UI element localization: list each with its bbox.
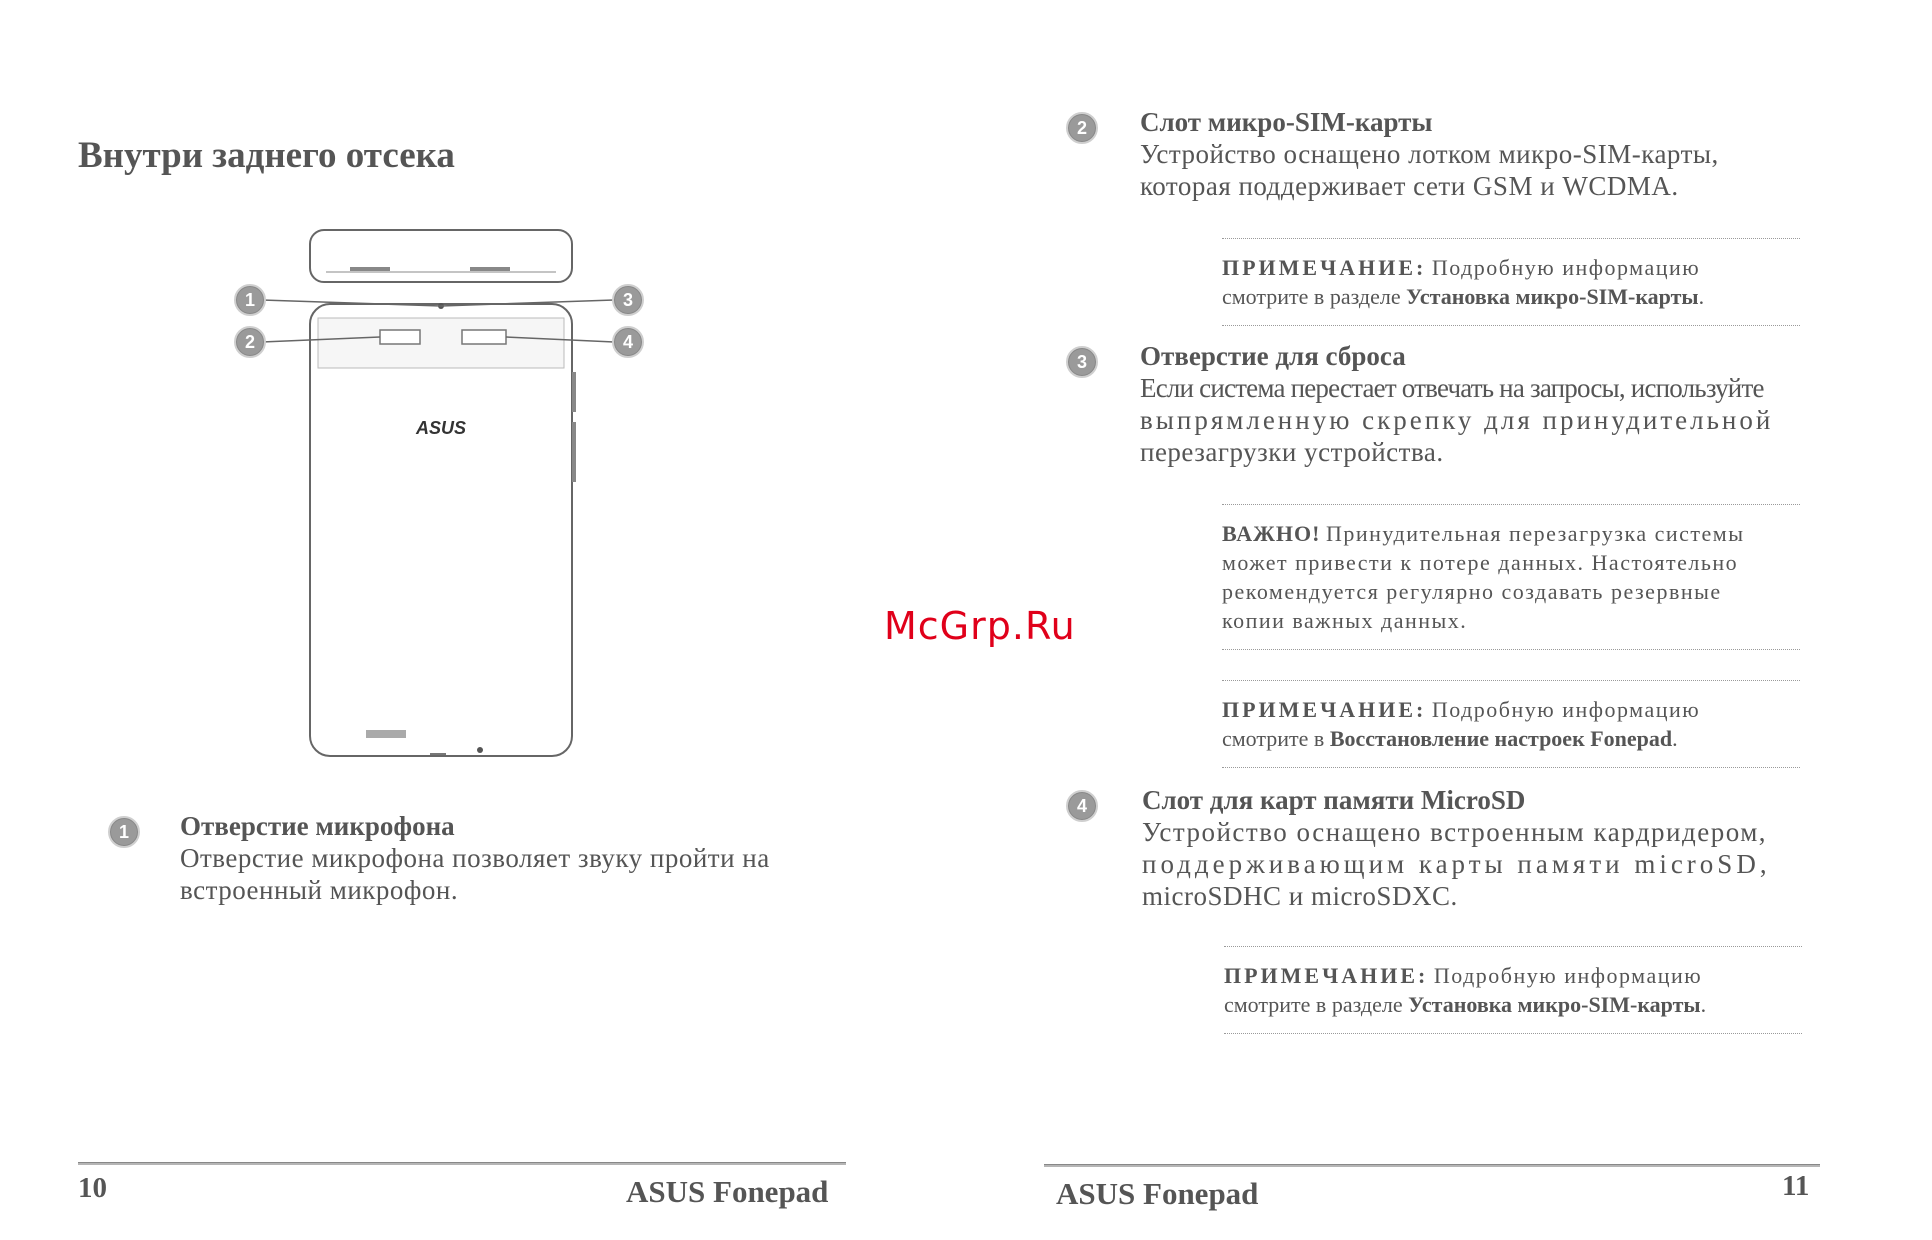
callout-3: 3 — [612, 284, 644, 316]
item-heading: Отверстие для сброса — [1140, 341, 1406, 371]
item-body-line: Отверстие микрофона позволяет звуку пройти на — [180, 843, 770, 873]
note-text: . — [1672, 726, 1678, 751]
item-body-line: поддерживающим карты памяти microSD, — [1142, 849, 1771, 879]
item-heading: Слот микро-SIM-карты — [1140, 107, 1433, 137]
item-reset-hole — [1066, 340, 1866, 468]
note-text: . — [1698, 284, 1705, 309]
tablet-back-figure — [230, 222, 633, 762]
callout-4: 4 — [612, 326, 644, 358]
item-number: 1 — [108, 816, 140, 848]
item-microsd-slot — [1066, 784, 1866, 912]
watermark-text: McGrp.Ru — [884, 604, 1076, 648]
item-body-line: microSDHC и microSDXC. — [1142, 881, 1458, 911]
item-body-line: перезагрузки устройства. — [1140, 437, 1444, 467]
item-body-line: Если система перестает отвечать на запросы, используйте — [1140, 373, 1764, 403]
page-number: 11 — [1782, 1170, 1810, 1202]
footer-rule — [1044, 1164, 1820, 1167]
note-reference: Восстановление настроек Fonepad — [1329, 726, 1673, 751]
item-body-line: Устройство оснащено встроенным кардридером, — [1142, 817, 1768, 847]
note-text: может привести к потере данных. Настоятельно — [1222, 550, 1739, 575]
footer-rule — [78, 1162, 846, 1165]
note-box — [1222, 238, 1800, 326]
note-text: Подробную информацию — [1431, 255, 1701, 280]
note-text: смотрите в — [1222, 726, 1330, 751]
item-body-line: Устройство оснащено лотком микро-SIM-карты, — [1140, 139, 1719, 169]
note-box — [1224, 946, 1802, 1034]
note-label: ПРИМЕЧАНИЕ: — [1224, 963, 1429, 988]
note-text: Подробную информацию — [1433, 963, 1703, 988]
note-text: Подробную информацию — [1431, 697, 1701, 722]
page-number: 10 — [78, 1172, 107, 1204]
note-text: . — [1700, 992, 1707, 1017]
asus-logo: ASUS — [415, 418, 467, 438]
right-page — [966, 0, 1932, 1240]
note-label: ПРИМЕЧАНИЕ: — [1222, 697, 1427, 722]
footer-title: ASUS Fonepad — [626, 1174, 829, 1209]
item-body-line: выпрямленную скрепку для принудительной — [1140, 405, 1774, 435]
item-sim-slot — [1066, 106, 1826, 202]
item-heading: Слот для карт памяти MicroSD — [1142, 785, 1526, 815]
note-text: смотрите в разделе — [1222, 284, 1407, 309]
note-text: смотрите в разделе — [1224, 992, 1409, 1017]
callout-2: 2 — [234, 326, 266, 358]
item-number: 4 — [1066, 790, 1098, 822]
note-reference: Установка микро-SIM-карты — [1406, 284, 1699, 309]
item-body-line: встроенный микрофон. — [180, 875, 459, 905]
note-label: ПРИМЕЧАНИЕ: — [1222, 255, 1427, 280]
important-box — [1222, 504, 1800, 650]
tablet-diagram — [230, 222, 630, 762]
item-microphone — [108, 810, 868, 906]
page-title: Внутри заднего отсека — [78, 135, 455, 176]
important-label: ВАЖНО! — [1222, 521, 1321, 546]
footer-title: ASUS Fonepad — [1056, 1176, 1259, 1211]
note-text: Принудительная перезагрузка системы — [1325, 521, 1745, 546]
note-text: рекомендуется регулярно создавать резервные — [1222, 579, 1722, 604]
item-number: 3 — [1066, 346, 1098, 378]
note-text: копии важных данных. — [1222, 608, 1468, 633]
note-box — [1222, 680, 1800, 768]
item-number: 2 — [1066, 112, 1098, 144]
item-body-line: которая поддерживает сети GSM и WCDMA. — [1140, 171, 1679, 201]
note-reference: Установка микро-SIM-карты — [1408, 992, 1701, 1017]
callout-1: 1 — [234, 284, 266, 316]
item-heading: Отверстие микрофона — [180, 811, 455, 841]
